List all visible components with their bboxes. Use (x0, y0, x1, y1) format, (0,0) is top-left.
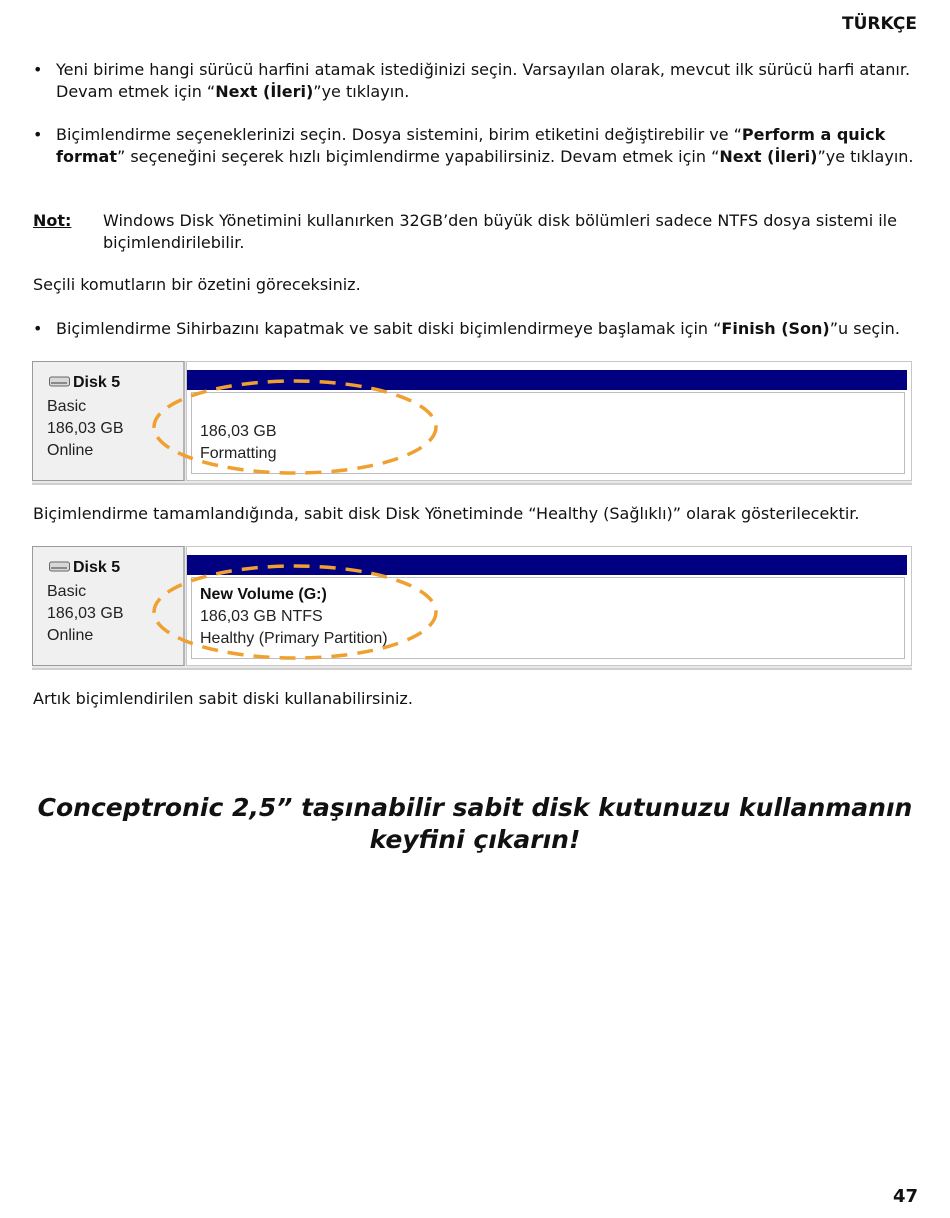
healthy-text: Biçimlendirme tamamlandığında, sabit disk Disk Yönetiminde “Healthy (Sağlıklı)” olarak gösterilecektir. (33, 504, 860, 523)
note-text: Windows Disk Yönetimini kullanırken 32GB’den büyük disk bölümleri sadece NTFS dosya sistemi ile biçimlendirilebilir. (103, 211, 897, 252)
bullet-marker: • (33, 60, 43, 79)
highlight-ellipse (150, 377, 440, 477)
disk-status: Online (47, 442, 94, 459)
bold-term: Next (İleri) (215, 82, 314, 101)
bullet-marker: • (33, 319, 43, 338)
bullet-text: ” seçeneğini seçerek hızlı biçimlendirme yapabilirsiniz. Devam etmek için “ (116, 147, 720, 166)
note-label: Not: (33, 211, 72, 230)
disk-type: Basic (47, 583, 87, 600)
bullet-text: Biçimlendirme Sihirbazını kapatmak ve sabit diski biçimlendirmeye başlamak için “ (56, 319, 722, 338)
bullet-text: ”ye tıklayın. (313, 82, 410, 101)
language-header: TÜRKÇE (842, 14, 917, 34)
bullet-text: ”u seçin. (829, 319, 900, 338)
bullet-text: Yeni birime hangi sürücü harfini atamak istediğinizi seçin. Varsayılan olarak, mevcut ilk sürücü harfi atanır. Devam etmek için “ (56, 60, 911, 101)
disk-size: 186,03 GB (47, 605, 124, 622)
page-number: 47 (892, 1186, 918, 1207)
bullet-marker: • (33, 125, 43, 144)
bold-term: Perform a quick format (56, 125, 886, 166)
hard-disk-icon (49, 376, 71, 388)
usable-text: Artık biçimlendirilen sabit diski kullanabilirsiniz. (33, 689, 413, 708)
volume-status: Healthy (Primary Partition) (200, 630, 388, 647)
bullet-paragraph-finish (56, 318, 917, 340)
disk-type: Basic (47, 398, 87, 415)
disk-status: Online (47, 627, 94, 644)
bullet-text: ”ye tıklayın. (817, 147, 914, 166)
summary-text: Seçili komutların bir özetini göreceksiniz. (33, 275, 361, 294)
hard-disk-icon (49, 561, 71, 573)
closing-message: Conceptronic 2,5” taşınabilir sabit disk kutunuzu kullanmanın keyfini çıkarın! (37, 793, 913, 854)
bold-term: Next (İleri) (719, 147, 818, 166)
bullet-paragraph-drive-letter (56, 59, 917, 103)
bullet-text: Biçimlendirme seçeneklerinizi seçin. Dosya sistemini, birim etiketini değiştirebilir ve “ (56, 125, 742, 144)
disk-management-screenshot-formatting (32, 361, 912, 485)
highlight-ellipse (150, 562, 440, 662)
bold-term: Finish (Son) (721, 319, 830, 338)
disk-title: Disk 5 (73, 559, 121, 576)
bullet-paragraph-format-options (56, 124, 917, 168)
disk-size: 186,03 GB (47, 420, 124, 437)
volume-status: Formatting (200, 445, 277, 462)
disk-management-screenshot-healthy (32, 546, 912, 670)
disk-title: Disk 5 (73, 374, 121, 391)
volume-title: New Volume (G:) (200, 586, 327, 603)
volume-size: 186,03 GB (200, 423, 277, 440)
volume-size-fs: 186,03 GB NTFS (200, 608, 323, 625)
